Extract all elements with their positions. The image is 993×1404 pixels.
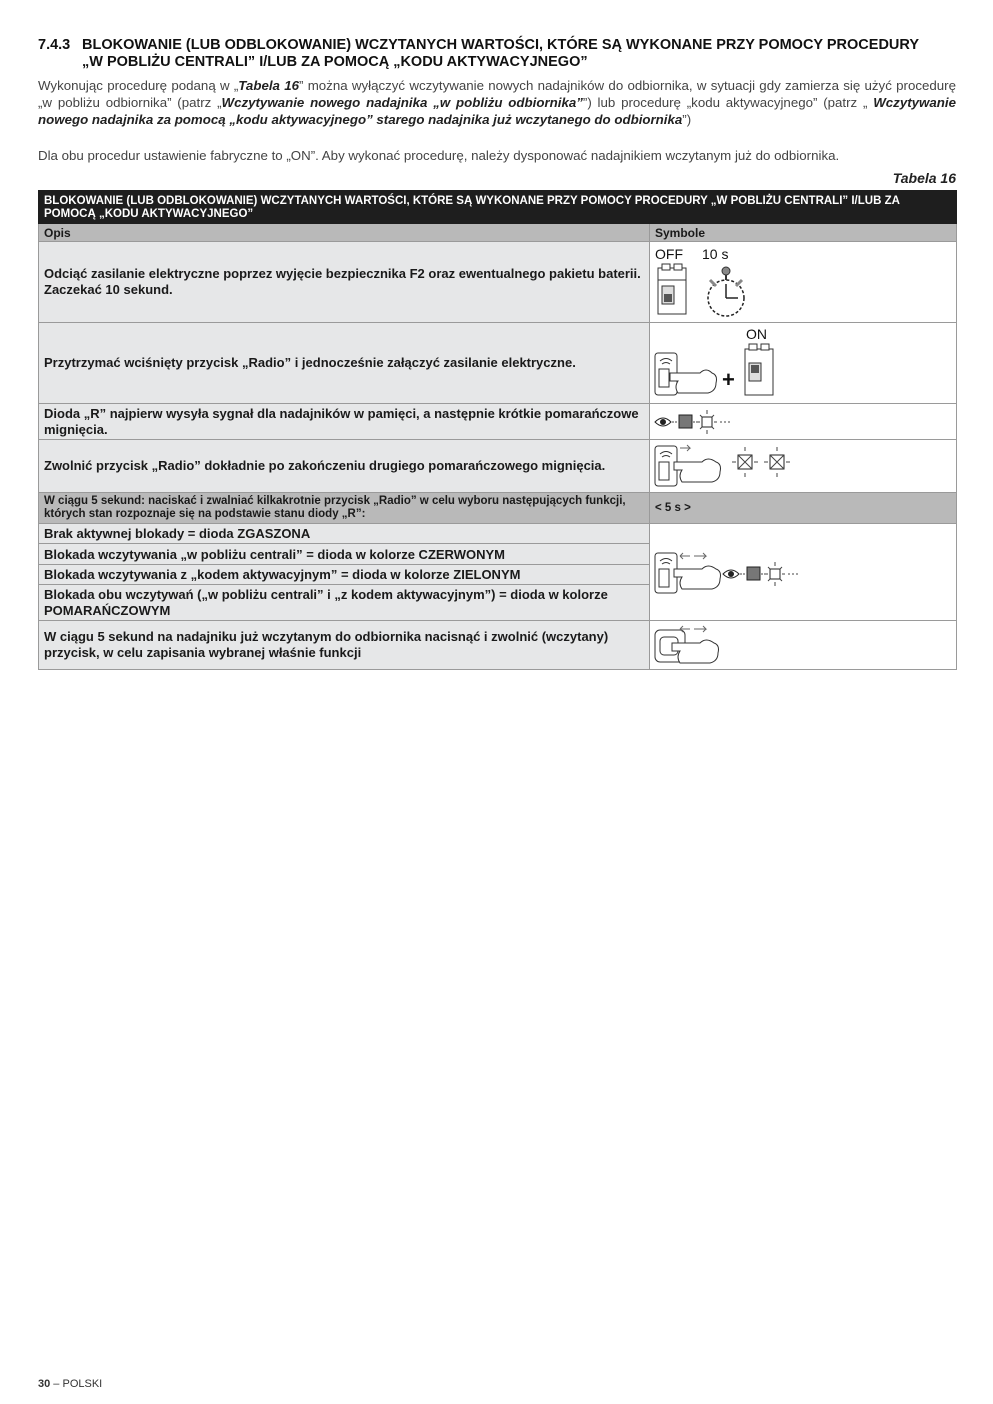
step-symbols <box>650 323 957 404</box>
sub-step-time: < 5 s > <box>650 493 957 524</box>
svg-text:+: + <box>722 367 735 392</box>
breaker-icon <box>658 264 686 314</box>
footer-language: – POLSKI <box>50 1378 103 1390</box>
led-orange-blink-icon <box>764 447 790 477</box>
radio-button-press-icon <box>655 353 717 395</box>
eye-icon <box>723 570 739 578</box>
table-row <box>39 404 957 440</box>
step-desc: Zwolnić przycisk „Radio” dokładnie po zakończeniu drugiego pomarańczowego mignięcia. <box>39 440 650 493</box>
section-title-line1: BLOKOWANIE (LUB ODBLOKOWANIE) WCZYTANYCH WARTOŚCI, KTÓRE SĄ WYKONANE PRZY POMOCY PROCEDURY <box>82 37 919 53</box>
eye-icon <box>655 418 671 426</box>
factory-setting-note: Dla obu procedur ustawienie fabryczne to „ON”. Aby wykonać procedurę, należy dysponować nadajnikiem wczytanym już do odbiornika. <box>38 148 840 163</box>
led-orange-blink-icon <box>732 447 758 477</box>
column-header-symbols: Symbole <box>650 224 957 242</box>
intro-paragraph <box>38 77 956 128</box>
section-title-line2: „W POBLIŻU CENTRALI” I/LUB ZA POMOCĄ „KODU AKTYWACYJNEGO” <box>82 54 588 70</box>
intro-text: ”) <box>682 112 692 127</box>
intro-ref-activation-code: Wczytywanie nowego nadajnika za pomocą „kodu aktywacyjnego” starego nadajnika już wczytanego do odbiornika <box>38 95 956 127</box>
table-row <box>39 440 957 493</box>
page-footer <box>38 1378 102 1390</box>
radio-button-release-icon <box>655 445 721 486</box>
intro-ref-near-receiver: Wczytywanie nowego nadajnika „w pobliżu odbiornika” <box>221 95 583 110</box>
intro-table-ref: Tabela 16 <box>238 78 299 93</box>
section-number: 7.4.3 <box>38 37 71 53</box>
step-symbols <box>650 404 957 440</box>
option-desc: Blokada wczytywania z „kodem aktywacyjnym” = dioda w kolorze ZIELONYM <box>39 564 650 584</box>
led-on-icon <box>747 567 760 580</box>
transmitter-button-press-icon <box>650 621 955 669</box>
step-desc: Odciąć zasilanie elektryczne poprzez wyjęcie bezpiecznika F2 oraz ewentualnego pakietu baterii. Zaczekać 10 sekund. <box>39 242 650 323</box>
option-desc: Blokada wczytywania „w pobliżu centrali” = dioda w kolorze CZERWONYM <box>39 544 650 564</box>
table-row <box>39 323 957 404</box>
intro-text: Wykonując procedurę podaną w „ <box>38 78 239 93</box>
led-blink-icon <box>765 562 785 586</box>
time-label: 10 s <box>702 246 729 262</box>
led-blink-sequence-icon <box>650 404 955 439</box>
off-label: OFF <box>655 246 683 262</box>
led-blink-icon <box>697 410 717 434</box>
option-desc: Blokada obu wczytywań („w pobliżu centrali” i „z kodem aktywacyjnym”) = dioda w kolorze POMARAŃCZOWYM <box>39 585 650 621</box>
breaker-on-icon <box>745 344 773 395</box>
led-on-icon <box>679 415 692 428</box>
option-symbols <box>650 524 957 621</box>
step-desc: Dioda „R” najpierw wysyła sygnał dla nadajników w pamięci, a następnie krótkie pomarańczowe mignięcia. <box>39 404 650 440</box>
radio-button-repeat-press-icon <box>655 553 721 593</box>
step-desc: W ciągu 5 sekund na nadajniku już wczytanym do odbiornika nacisnąć i zwolnić (wczytany) przycisk, w celu zapisania wybranej właśnie funkcji <box>39 621 650 670</box>
intro-text: ”) lub procedurę „kodu aktywacyjnego” (patrz „ <box>582 95 874 110</box>
stopwatch-icon <box>708 267 744 316</box>
select-function-icon <box>650 524 955 620</box>
radio-button-power-on-icon <box>650 323 955 403</box>
step-symbols <box>650 440 957 493</box>
sub-step-desc: W ciągu 5 sekund: naciskać i zwalniać kilkakrotnie przycisk „Radio” w celu wyboru następujących funkcji, których stan rozpoznaje się na podstawie stanu diody „R”: <box>39 493 650 524</box>
column-header-desc: Opis <box>39 224 650 242</box>
option-desc: Brak aktywnej blokady = dioda ZGASZONA <box>39 524 650 544</box>
section-heading <box>38 37 956 71</box>
step-symbols <box>650 242 957 323</box>
table-title: BLOKOWANIE (LUB ODBLOKOWANIE) WCZYTANYCH WARTOŚCI, KTÓRE SĄ WYKONANE PRZY POMOCY PROCEDURY „W POBLIŻU CENTRALI” I/LUB ZA POMOCĄ „KODU AKTYWACYJNEGO” <box>39 191 957 224</box>
page-number: 30 <box>38 1378 51 1390</box>
table-caption: Tabela 16 <box>892 170 956 186</box>
power-off-timer-icon <box>650 242 955 322</box>
table-row <box>39 621 957 670</box>
on-label: ON <box>746 326 767 342</box>
table-row <box>39 524 957 544</box>
table-row <box>39 242 957 323</box>
release-radio-button-icon <box>650 440 955 492</box>
step-desc: Przytrzymać wciśnięty przycisk „Radio” i jednocześnie załączyć zasilanie elektryczne. <box>39 323 650 404</box>
intro-text: ” można wyłączyć wczytywanie nowych nadajników do odbiornika, w sytuacji gdy zamierza się użyć procedurę „w pobliżu odbiornika” (patrz „ <box>38 78 957 110</box>
procedure-table <box>38 190 957 670</box>
step-symbols <box>650 621 957 670</box>
